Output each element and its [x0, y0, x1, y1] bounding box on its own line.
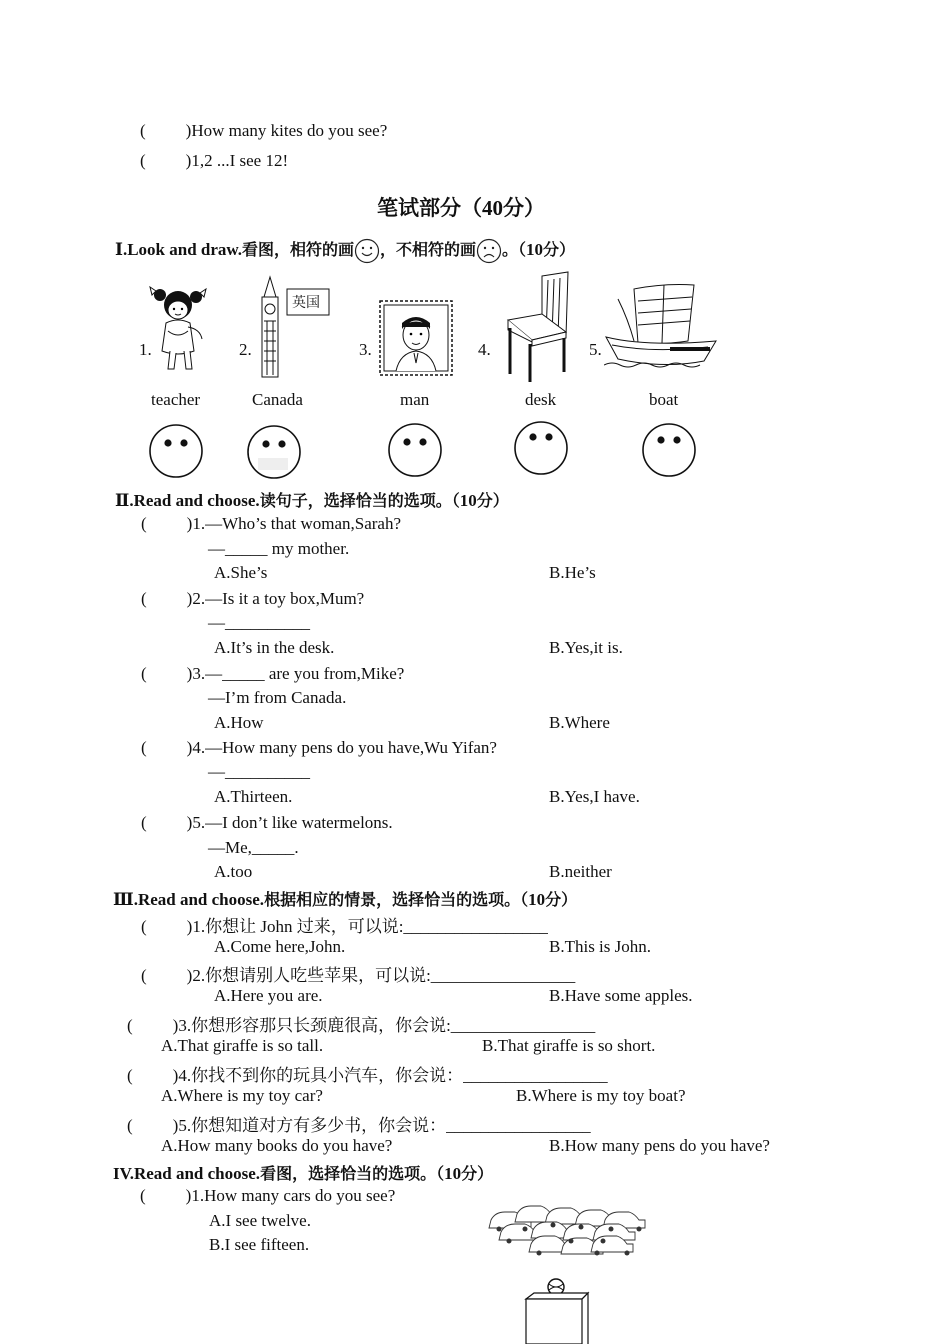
- girl-picture: [148, 283, 208, 375]
- item-number: 1.: [139, 340, 152, 359]
- section-label: Ⅱ.Read and choose.: [115, 491, 260, 510]
- option-a: A.How many books do you have?: [161, 1136, 393, 1155]
- big-ben-picture: [254, 275, 334, 379]
- question-text: How many kites do you see?: [191, 121, 388, 140]
- section-instruction: 根据相应的情景，选择恰当的选项。（: [264, 890, 529, 909]
- section-instruction: 读句子，选择恰当的选项。（: [259, 491, 460, 510]
- top-question-1: [140, 121, 387, 141]
- section-3-heading: Ⅲ.Read and choose.根据相应的情景，选择恰当的选项。（10分）: [113, 890, 578, 909]
- sec2-q1-line2: —_____ my mother.: [208, 539, 350, 558]
- option-a: A.How: [214, 713, 264, 732]
- answer-paren-close: ): [185, 151, 192, 170]
- question-text: 1,2 ...I see 12!: [191, 151, 289, 170]
- option-b: B.Where is my toy boat?: [516, 1086, 686, 1105]
- option-b: B.I see fifteen.: [209, 1235, 310, 1254]
- option-b: B.That giraffe is so short.: [482, 1036, 656, 1055]
- sec3-question-3: ( )3.你想形容那只长颈鹿很高，你会说:_________________: [127, 1016, 596, 1035]
- man-portrait-picture: [378, 299, 454, 377]
- page-title: 笔试部分（40分）: [377, 196, 545, 220]
- item-word-canada: Canada: [252, 390, 303, 409]
- section-4-heading: IV.Read and choose.看图，选择恰当的选项。（10分）: [113, 1164, 494, 1183]
- box-with-ball-picture: [522, 1277, 592, 1344]
- section-label: Ⅲ.Read and choose.: [113, 890, 265, 909]
- sec3-question-1: ( )1.你想让 John 过来，可以说:_________________: [141, 917, 548, 936]
- blank-face-icon[interactable]: [641, 422, 697, 478]
- sec2-q3-line2: —I’m from Canada.: [208, 688, 347, 707]
- blank-face-icon[interactable]: [387, 422, 443, 478]
- option-b: B.neither: [549, 862, 612, 881]
- option-a: A.She’s: [214, 563, 268, 582]
- option-a: A.It’s in the desk.: [214, 638, 335, 657]
- option-b: B.Yes,I have.: [549, 787, 640, 806]
- sec2-question-3: ( )3.—_____ are you from,Mike?: [141, 664, 405, 683]
- blank-face-icon[interactable]: [148, 423, 204, 479]
- option-b: B.How many pens do you have?: [549, 1136, 770, 1155]
- answer-paren-open: (: [140, 121, 146, 140]
- item-number: 4.: [478, 340, 491, 359]
- cars-picture: [487, 1202, 653, 1258]
- sec2-q2-line2: —__________: [208, 613, 310, 632]
- section-instruction-2: ，不相符的画: [380, 240, 477, 259]
- answer-paren-close: ): [185, 121, 192, 140]
- top-question-2: [140, 151, 288, 171]
- item-number: 5.: [589, 340, 602, 359]
- sec3-question-4: ( )4.你找不到你的玩具小汽车，你会说：_________________: [127, 1066, 608, 1085]
- sec2-question-5: ( )5.—I don’t like watermelons.: [141, 813, 393, 832]
- section-instruction: 看图，选择恰当的选项。（: [260, 1164, 445, 1183]
- item-word-desk: desk: [525, 390, 557, 409]
- smile-face-icon: [354, 238, 380, 264]
- item-number: 3.: [359, 340, 372, 359]
- blank-face-icon[interactable]: [246, 424, 302, 480]
- sec3-question-5: ( )5.你想知道对方有多少书，你会说：_________________: [127, 1116, 591, 1135]
- option-b: B.Yes,it is.: [549, 638, 623, 657]
- sec2-question-4: ( )4.—How many pens do you have,Wu Yifan?: [141, 738, 497, 757]
- option-b: B.This is John.: [549, 937, 652, 956]
- sec2-question-1: ( )1.—Who’s that woman,Sarah?: [141, 514, 402, 533]
- sec2-q4-line2: —__________: [208, 762, 310, 781]
- item-word-man: man: [400, 390, 430, 409]
- option-a: A.That giraffe is so tall.: [161, 1036, 324, 1055]
- sign-text: 英国: [292, 295, 320, 311]
- section-instruction: 看图，相符的画: [242, 240, 355, 259]
- sec2-question-2: ( )2.—Is it a toy box,Mum?: [141, 589, 365, 608]
- option-a: A.too: [214, 862, 253, 881]
- sec2-q5-line2: —Me,_____.: [208, 838, 299, 857]
- option-a: A.Where is my toy car?: [161, 1086, 323, 1105]
- section-label: Ⅰ.Look and draw.: [115, 240, 242, 259]
- item-word-boat: boat: [649, 390, 679, 409]
- item-word-teacher: teacher: [151, 390, 201, 409]
- option-b: B.He’s: [549, 563, 596, 582]
- sec4-question-1: ( )1.How many cars do you see?: [140, 1186, 396, 1205]
- answer-paren-open: (: [140, 151, 146, 170]
- sec3-question-2: ( )2.你想请别人吃些苹果，可以说:_________________: [141, 966, 576, 985]
- chair-picture: [502, 270, 574, 384]
- sad-face-icon: [476, 238, 502, 264]
- item-number: 2.: [239, 340, 252, 359]
- sailboat-picture: [604, 281, 720, 373]
- section-1-heading: Ⅰ.Look and draw.看图，相符的画 ，不相符的画 。（10分）: [115, 237, 575, 264]
- option-a: A.Here you are.: [214, 986, 323, 1005]
- blank-face-icon[interactable]: [513, 420, 569, 476]
- option-a: A.Thirteen.: [214, 787, 293, 806]
- section-label: IV.Read and choose.: [113, 1164, 261, 1183]
- option-a: A.Come here,John.: [214, 937, 346, 956]
- option-b: B.Have some apples.: [549, 986, 693, 1005]
- option-b: B.Where: [549, 713, 610, 732]
- option-a: A.I see twelve.: [209, 1211, 311, 1230]
- section-2-heading: Ⅱ.Read and choose.读句子，选择恰当的选项。（10分）: [115, 491, 509, 510]
